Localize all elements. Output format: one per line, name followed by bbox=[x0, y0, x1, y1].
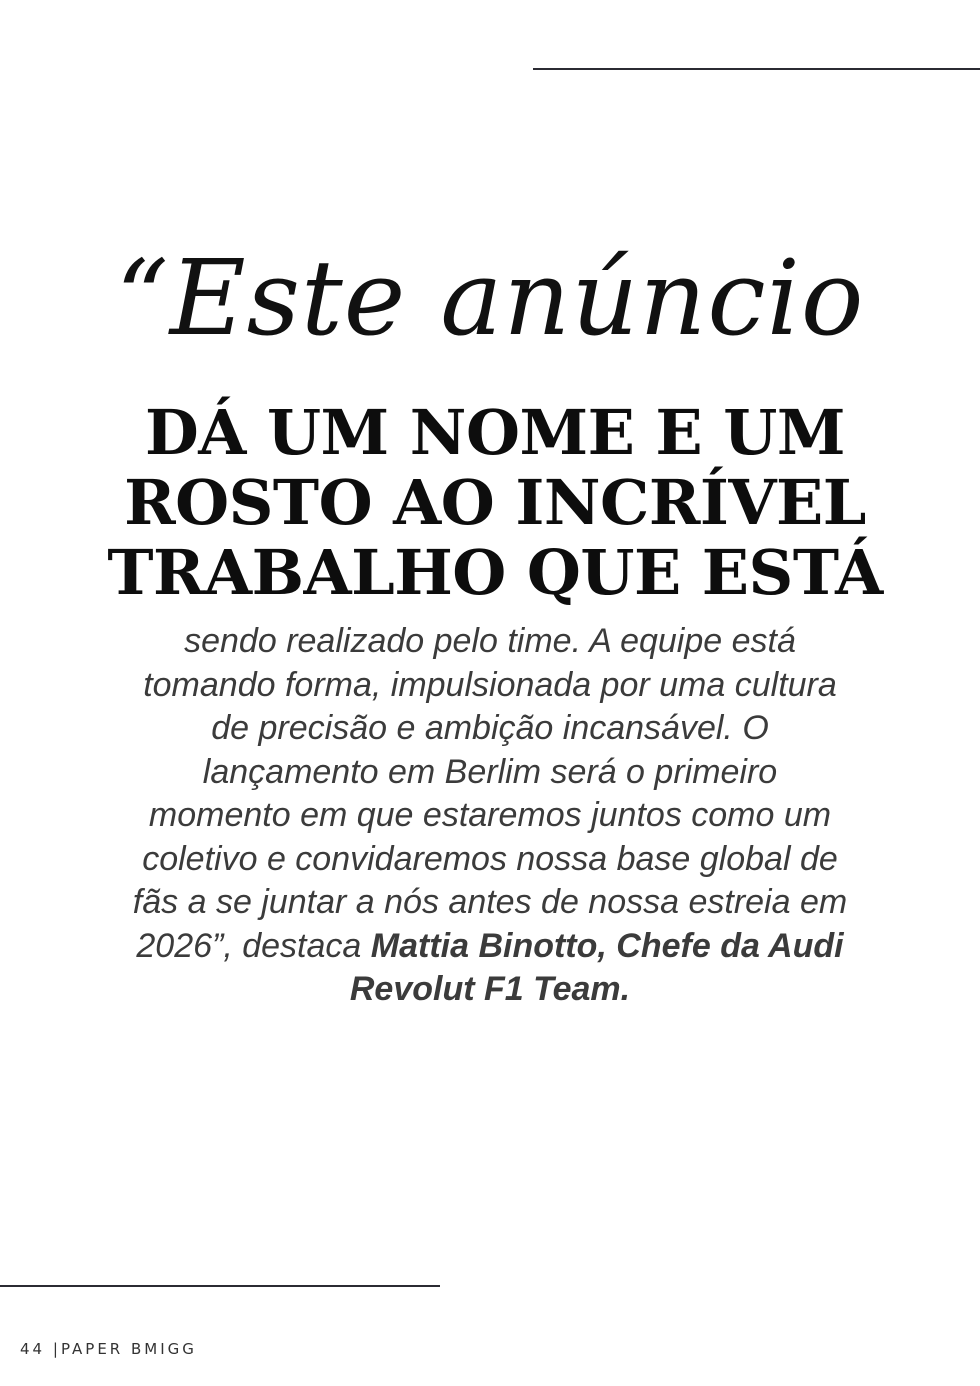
bottom-divider bbox=[0, 1285, 440, 1287]
body-line: sendo realizado pelo time. A equipe está bbox=[184, 622, 796, 660]
body-line: tomando forma, impulsionada por uma cultura bbox=[143, 665, 837, 704]
author-team: Revolut F1 Team. bbox=[349, 970, 631, 1008]
publication-name: PAPER BMIGG bbox=[60, 1340, 197, 1358]
headline-line: DÁ UM NOME E UM bbox=[145, 396, 845, 469]
quote-body bbox=[90, 620, 890, 1012]
body-line: momento em que estaremos juntos como um bbox=[148, 796, 832, 834]
body-line: fãs a se juntar a nós antes de nossa estreia em bbox=[132, 883, 848, 921]
quote-script-title: “Este anúncio bbox=[115, 237, 865, 359]
footer-separator: | bbox=[52, 1340, 61, 1358]
quote-headline bbox=[100, 398, 890, 608]
attribution-prefix: 2026”, destaca bbox=[136, 926, 371, 965]
headline-line: TRABALHO QUE ESTÁ bbox=[107, 536, 883, 609]
body-line: de precisão e ambição incansável. O bbox=[211, 709, 769, 747]
body-line: coletivo e convidaremos nossa base global de bbox=[142, 839, 838, 878]
headline-line: ROSTO AO INCRÍVEL bbox=[124, 466, 866, 539]
top-divider bbox=[533, 68, 980, 70]
body-line: lançamento em Berlim será o primeiro bbox=[202, 752, 778, 791]
page-footer bbox=[20, 1340, 197, 1358]
page-number: 44 bbox=[20, 1340, 46, 1358]
author-name: Mattia Binotto, Chefe da Audi bbox=[370, 926, 844, 965]
body-line-attribution bbox=[90, 925, 890, 969]
